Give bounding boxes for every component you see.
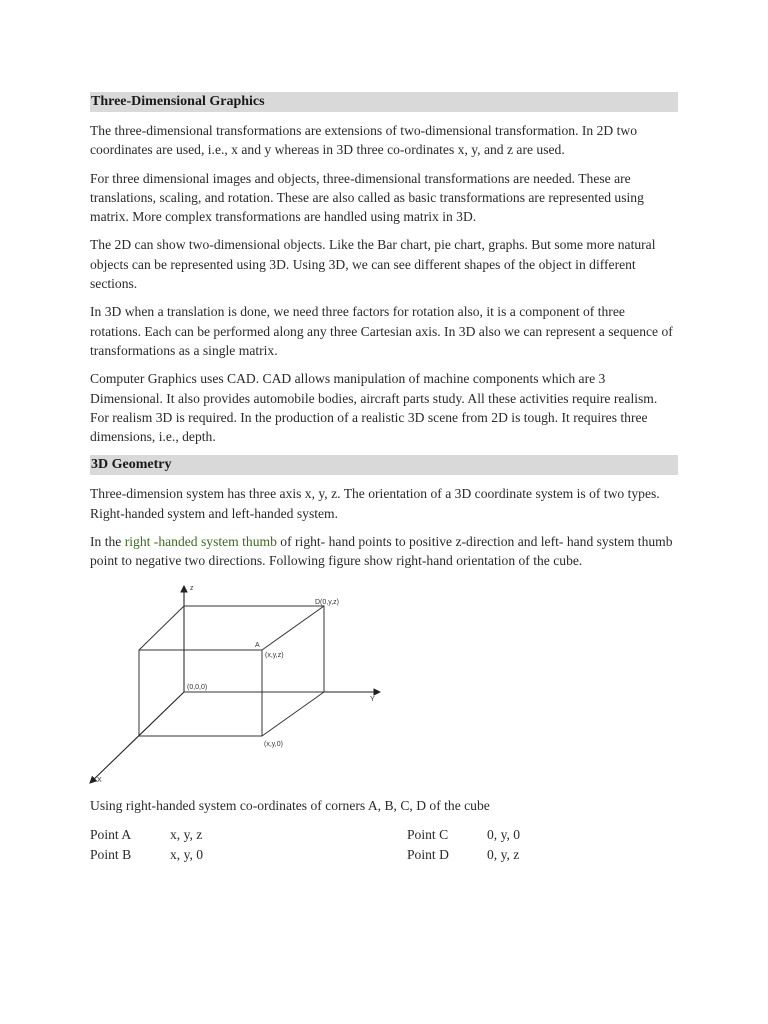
cube-edge-top-left [139, 606, 184, 650]
right-handed-link[interactable]: right -handed system thumb [124, 534, 277, 550]
label-xyz: (x,y,z) [265, 651, 284, 659]
cube-edge-top-right [262, 606, 324, 650]
points-table [90, 825, 678, 865]
paragraph-intro: The three-dimensional transformations are extensions of two-dimensional transformation. In 2D two coordinates are used, i.e., x and y whereas in 3D three co-ordinates x, y, and z are used. [90, 123, 638, 158]
paragraph-transformations: For three dimensional images and objects, three-dimensional transformations are needed. These are translations, scaling, and rotation. These are also called as basic transformations are represented using matrix. More complex transformations are handled using matrix in 3D. [90, 170, 644, 225]
paragraph-2d-vs-3d: The 2D can show two-dimensional objects. Like the Bar chart, pie chart, graphs. But some more natural objects can be represented using 3D. Using 3D, we can see different shapes of the object in different sections. [90, 237, 656, 292]
paragraph-right-handed [90, 532, 678, 571]
point-d-value: 0, y, z [487, 846, 520, 862]
x-axis [90, 692, 184, 783]
point-b-value: x, y, 0 [170, 846, 204, 862]
label-a: A [255, 641, 260, 649]
label-x: X [97, 776, 102, 784]
point-a-value: x, y, z [170, 826, 203, 842]
document-page [90, 92, 678, 865]
label-xy0: (x,y,0) [264, 740, 283, 748]
cube-back-face [184, 606, 324, 692]
point-c-value: 0, y, 0 [487, 826, 521, 842]
point-b-name: Point B [90, 846, 132, 862]
section-heading-3d-geometry: 3D Geometry [90, 455, 678, 475]
label-y: Y [370, 695, 375, 703]
cube-figure [84, 580, 394, 788]
cube-edge-bottom-right [262, 692, 324, 736]
label-origin: (0,0,0) [187, 683, 208, 691]
paragraph-translation: In 3D when a translation is done, we need three factors for rotation also, it is a component of three rotations. Each can be performed along any three Cartesian axis. In 3D also we can represent a sequence of transformations as a single matrix. [90, 304, 673, 358]
label-d: D(0,y,z) [315, 598, 339, 606]
paragraph-prefix: In the [90, 534, 125, 550]
section-heading-3d-graphics: Three-Dimensional Graphics [90, 92, 678, 112]
figure-caption: Using right-handed system co-ordinates of corners A, B, C, D of the cube [90, 797, 490, 813]
point-c-name: Point C [407, 826, 449, 842]
point-a-name: Point A [90, 826, 132, 842]
paragraph-cad: Computer Graphics uses CAD. CAD allows manipulation of machine components which are 3 Dimensional. It also provides automobile bodies, aircraft parts study. All these activities require realism. For realism 3D is required. In the production of a realistic 3D scene from 2D is tough. It requires three dimensions, i.e., depth. [90, 371, 658, 445]
label-z: z [190, 584, 194, 592]
paragraph-axis: Three-dimension system has three axis x, y, z. The orientation of a 3D coordinate system is of two types. Right-handed system and left-handed system. [90, 486, 660, 521]
point-d-name: Point D [407, 846, 449, 862]
paragraph-suffix: of right- hand points to positive z-direction and left- hand system thumb point to negative two directions. Following figure show right-hand orientation of the cube. [90, 534, 673, 569]
cube-front-face [139, 650, 262, 736]
